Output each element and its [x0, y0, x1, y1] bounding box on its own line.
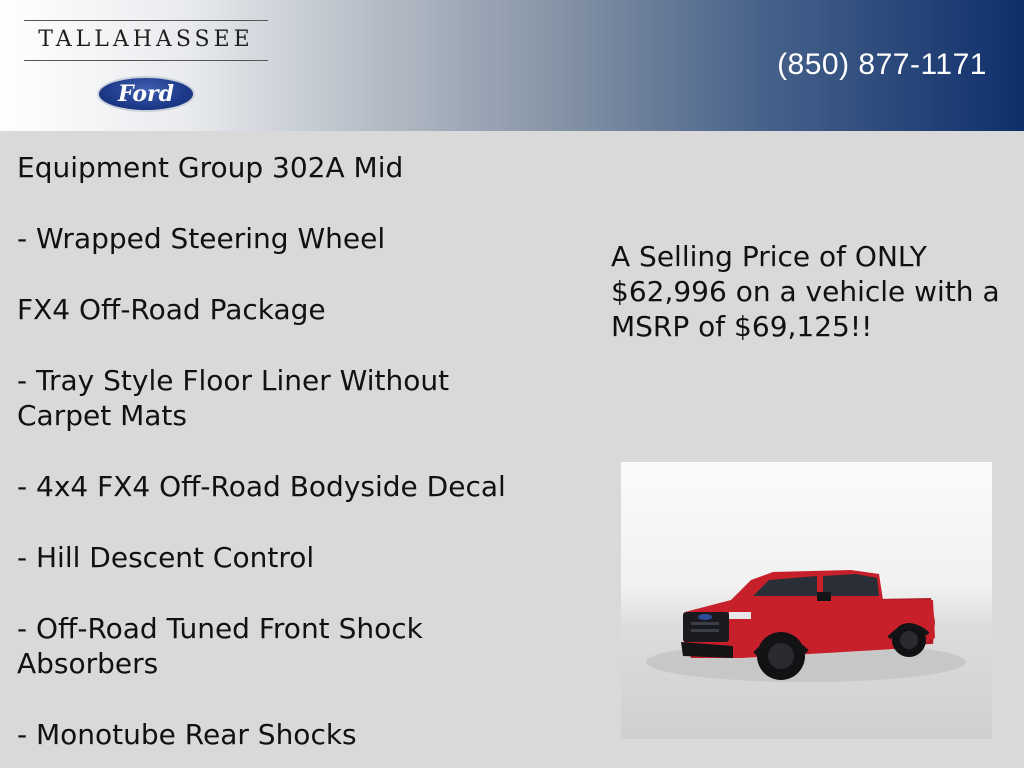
feature-item: - Hill Descent Control	[17, 541, 315, 574]
logo-top-rule	[24, 20, 268, 21]
ford-script-text: Ford	[117, 81, 175, 107]
phone-number-link[interactable]: (850) 877-1171	[777, 48, 987, 81]
feature-item: - Wrapped Steering Wheel	[17, 222, 386, 255]
red-pickup-truck-icon	[621, 462, 992, 739]
dealer-logo[interactable]	[24, 20, 268, 118]
feature-list	[17, 150, 597, 752]
ford-oval-logo-icon	[97, 76, 195, 112]
vehicle-photo[interactable]	[621, 462, 992, 739]
feature-item: Equipment Group 302A Mid	[17, 151, 404, 184]
feature-item: - Monotube Rear Shocks	[17, 718, 357, 751]
logo-bottom-rule	[24, 60, 268, 61]
feature-item: - 4x4 FX4 Off-Road Bodyside Decal	[17, 470, 506, 503]
feature-item: - Off-Road Tuned Front Shock Absorbers	[17, 612, 423, 680]
selling-price-text: A Selling Price of ONLY $62,996 on a vehicle with a MSRP of $69,125!!	[611, 240, 1000, 343]
feature-item: - Tray Style Floor Liner Without Carpet Mats	[17, 364, 450, 432]
header-banner	[0, 0, 1024, 131]
dealer-name: TALLAHASSEE	[38, 27, 254, 52]
feature-item: FX4 Off-Road Package	[17, 293, 326, 326]
